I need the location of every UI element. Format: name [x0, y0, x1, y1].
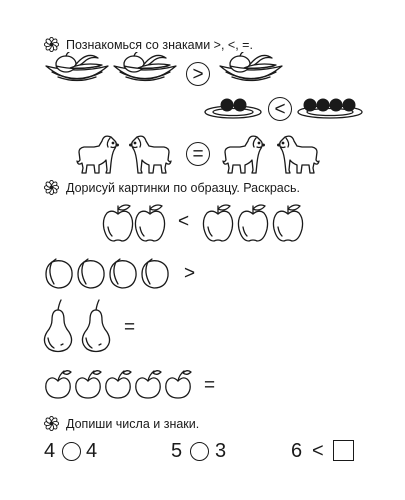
dog-image	[222, 130, 270, 174]
task-text-1: Познакомься со знаками >, <, =.	[66, 37, 253, 52]
dog-image	[124, 130, 172, 174]
number-right: 4	[86, 440, 98, 462]
comparison-sign-circle	[268, 97, 292, 121]
pear-image	[41, 298, 77, 354]
comparison-sign-circle	[186, 62, 210, 86]
comparison-sign: <	[274, 98, 286, 120]
apple-image	[134, 203, 166, 243]
comparison-sign: =	[124, 317, 136, 338]
comparison-sign: <	[178, 211, 190, 232]
cherry-image	[164, 370, 192, 400]
pear-image	[79, 298, 115, 354]
apple-image	[272, 203, 304, 243]
apple-image	[102, 203, 134, 243]
flower-icon	[44, 180, 59, 195]
flower-icon	[44, 37, 59, 52]
task-heading-3	[44, 416, 199, 431]
fruit-plate-image	[44, 52, 110, 88]
sign-input-circle[interactable]	[62, 442, 81, 461]
plum-image	[140, 258, 170, 290]
flower-icon	[44, 416, 59, 431]
fruit-plate-image	[218, 52, 284, 88]
cherry-image	[104, 370, 132, 400]
fruit-plate-image	[112, 52, 178, 88]
task-text-2: Дорисуй картинки по образцу. Раскрась.	[66, 180, 300, 195]
dog-image	[272, 130, 320, 174]
comparison-sign: =	[204, 375, 216, 396]
comparison-sign-circle	[186, 142, 210, 166]
number-left: 5	[171, 440, 183, 462]
berry-plate-image	[203, 94, 263, 122]
comparison-sign: <	[312, 440, 324, 462]
berry-plate-image	[296, 94, 364, 122]
apple-image	[202, 203, 234, 243]
cherry-image	[134, 370, 162, 400]
cherry-image	[74, 370, 102, 400]
apple-image	[237, 203, 269, 243]
task-text-3: Допиши числа и знаки.	[66, 416, 200, 431]
number-left: 6	[291, 440, 303, 462]
cherry-image	[44, 370, 72, 400]
dog-image	[76, 130, 124, 174]
plum-image	[108, 258, 138, 290]
number-left: 4	[44, 440, 56, 462]
sign-input-circle[interactable]	[190, 442, 209, 461]
number-input-box[interactable]	[333, 440, 354, 461]
plum-image	[44, 258, 74, 290]
plum-image	[76, 258, 106, 290]
comparison-sign: >	[184, 263, 196, 284]
comparison-sign: =	[192, 143, 204, 165]
number-right: 3	[215, 440, 227, 462]
task-heading-1	[44, 37, 253, 52]
comparison-sign: >	[192, 63, 204, 85]
task-heading-2	[44, 180, 300, 195]
